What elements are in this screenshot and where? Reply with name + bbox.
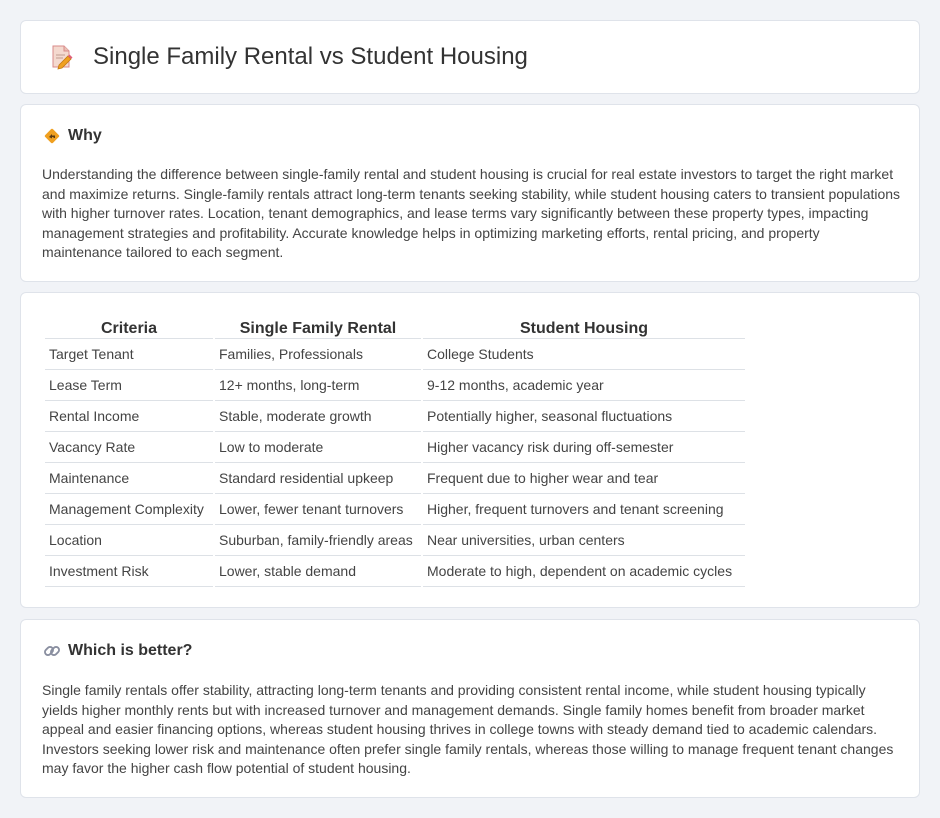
table-row	[45, 432, 745, 463]
table-row	[45, 463, 745, 494]
header-single-family: Single Family Rental	[215, 315, 421, 339]
table-row	[45, 494, 745, 525]
which-is-better-section	[20, 619, 920, 798]
row-criteria: Target Tenant	[45, 339, 213, 370]
row-student-housing: College Students	[423, 339, 745, 370]
row-student-housing: Near universities, urban centers	[423, 525, 745, 556]
row-student-housing: Potentially higher, seasonal fluctuations	[423, 401, 745, 432]
why-title: Why	[68, 127, 102, 144]
comparison-table	[43, 315, 747, 587]
row-single-family: Families, Professionals	[215, 339, 421, 370]
row-criteria: Investment Risk	[45, 556, 213, 587]
table-row	[45, 339, 745, 370]
row-single-family: Suburban, family-friendly areas	[215, 525, 421, 556]
title-row	[47, 43, 528, 71]
page-title: Single Family Rental vs Student Housing	[93, 43, 528, 70]
row-single-family: 12+ months, long-term	[215, 370, 421, 401]
document-edit-icon	[47, 43, 75, 71]
comparison-section	[20, 292, 920, 608]
why-heading	[43, 127, 102, 145]
row-student-housing: Frequent due to higher wear and tear	[423, 463, 745, 494]
row-criteria: Management Complexity	[45, 494, 213, 525]
table-row	[45, 370, 745, 401]
header-card	[20, 20, 920, 94]
diamond-sign-icon	[43, 127, 61, 145]
row-criteria: Maintenance	[45, 463, 213, 494]
row-single-family: Lower, fewer tenant turnovers	[215, 494, 421, 525]
row-student-housing: Higher, frequent turnovers and tenant screening	[423, 494, 745, 525]
table-header-row	[45, 315, 745, 339]
row-student-housing: 9-12 months, academic year	[423, 370, 745, 401]
why-body: Understanding the difference between single-family rental and student housing is crucial for real estate investors to target the right market and maximize returns. Single-family rentals attract long-term tenants seeking stability, while student housing caters to transient populations with higher turnover rates. Location, tenant demographics, and lease terms vary significantly between these property types, impacting management strategies and profitability. Accurate knowledge helps in optimizing marketing efforts, rental pricing, and property maintenance tailored to each segment.	[42, 166, 901, 260]
why-section	[20, 104, 920, 282]
header-student-housing: Student Housing	[423, 315, 745, 339]
row-student-housing: Moderate to high, dependent on academic cycles	[423, 556, 745, 587]
row-single-family: Standard residential upkeep	[215, 463, 421, 494]
row-criteria: Lease Term	[45, 370, 213, 401]
table-row	[45, 556, 745, 587]
row-criteria: Rental Income	[45, 401, 213, 432]
row-criteria: Location	[45, 525, 213, 556]
row-single-family: Stable, moderate growth	[215, 401, 421, 432]
table-row	[45, 401, 745, 432]
row-single-family: Low to moderate	[215, 432, 421, 463]
header-criteria: Criteria	[45, 315, 213, 339]
row-criteria: Vacancy Rate	[45, 432, 213, 463]
better-heading	[43, 642, 192, 660]
row-single-family: Lower, stable demand	[215, 556, 421, 587]
better-body: Single family rentals offer stability, attracting long-term tenants and providing consistent rental income, while student housing typically yields higher monthly rents but with increased turnover and management demands. Single family homes benefit from broader market appeal and easier financing options, whereas student housing thrives in college towns with steady demand tied to academic calendars. Investors seeking lower risk and maintenance often prefer single family rentals, whereas those willing to manage frequent tenant changes may favor the higher cash flow potential of student housing.	[42, 682, 894, 776]
better-title: Which is better?	[68, 642, 193, 659]
table-row	[45, 525, 745, 556]
link-icon	[43, 642, 61, 660]
row-student-housing: Higher vacancy risk during off-semester	[423, 432, 745, 463]
